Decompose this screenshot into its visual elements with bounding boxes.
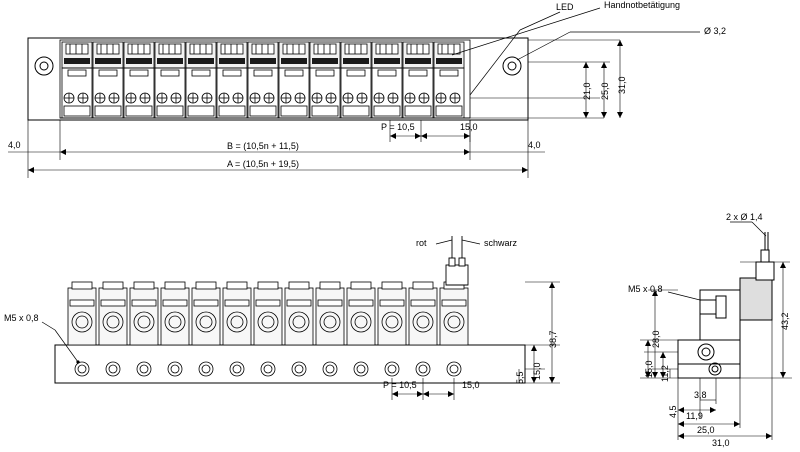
callout-pins-label: 2 x Ø 1,4 [726, 212, 763, 222]
callout-side-thread-label: M5 x 0,8 [628, 284, 663, 294]
dim-base-15-label: 15,0 [532, 362, 542, 380]
dim-total-height-label: 38,7 [548, 330, 558, 348]
dim-top-end-offset-label: 15,0 [460, 122, 478, 132]
dim-side-h112-label: 11,2 [660, 365, 670, 382]
dim-front-pitch-label: P = 10,5 [383, 380, 417, 390]
callout-led-label: LED [556, 2, 574, 12]
dim-height-31-label: 31,0 [617, 76, 627, 94]
dim-top-pitch-label: P = 10,5 [381, 122, 415, 132]
dim-side-w38-label: 3,8 [694, 390, 707, 400]
dim-height-21-label: 21,0 [582, 82, 592, 100]
dim-side-h28-label: 28,0 [651, 330, 661, 348]
dim-left-edge-label: 4,0 [8, 140, 21, 150]
callout-wire-black-label: schwarz [484, 238, 518, 248]
dim-side-w31-label: 31,0 [712, 438, 730, 448]
dim-b-label: B = (10,5n + 11,5) [227, 141, 299, 151]
dim-right-edge-label: 4,0 [528, 140, 541, 150]
dim-side-w25-label: 25,0 [697, 425, 715, 435]
callout-wire-red-label: rot [416, 238, 427, 248]
dim-front-end-offset-label: 15,0 [462, 380, 480, 390]
dim-a-label: A = (10,5n + 19,5) [227, 159, 300, 169]
dim-side-h15-label: 15,0 [644, 360, 654, 378]
dim-side-h43-label: 43,2 [780, 312, 790, 330]
callout-front-thread-label: M5 x 0,8 [4, 313, 39, 323]
dim-side-w119-label: 11,9 [686, 411, 703, 421]
dim-height-25-label: 25,0 [600, 82, 610, 100]
callout-hole-diameter-label: Ø 3,2 [704, 26, 727, 36]
dim-base-55-label: 5,5 [515, 371, 525, 384]
callout-manual-override-label: Handnotbetätigung [604, 0, 681, 10]
dim-side-h45-label: 4,5 [668, 405, 678, 418]
